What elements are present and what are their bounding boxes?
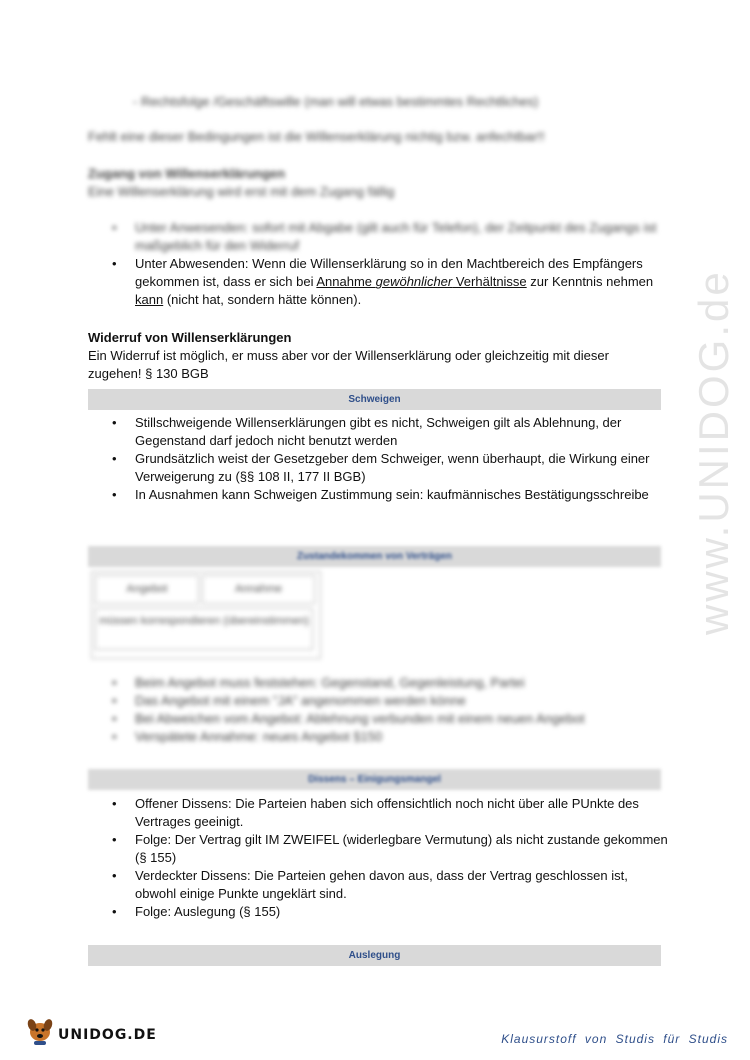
list-item: • Offener Dissens: Die Parteien haben sich offensichtlich noch nicht über alle PUnkte des Vertrages geeinigt. (88, 795, 668, 831)
widerruf-text: Ein Widerruf ist möglich, er muss aber vor der Willenserklärung oder gleichzeitig mit dieser zugehen! § 130 BGB (88, 348, 609, 381)
intro-dash-line: - Rechtsfolge /Geschäftswille (man will etwas bestimmtes Rechtliches) (133, 94, 539, 109)
zugang-b2-annahme: Annahme gewöhnlicher Verhältnisse (316, 274, 527, 289)
zugang-b2-kann: kann (135, 292, 164, 307)
zugang-heading: Zugang von Willenserklärungen (88, 166, 286, 181)
list-item: • Verspätete Annahme: neues Angebot §150 (88, 728, 668, 746)
list-item: • Verdeckter Dissens: Die Parteien gehen davon aus, dass der Vertrag geschlossen ist, obwohl einige Punkte ungeklärt sind. (88, 867, 668, 903)
list-item: • Grundsätzlich weist der Gesetzgeber dem Schweiger, wenn überhaupt, die Wirkung einer Verweigerung zu (§§ 108 II, 177 II BGB) (88, 450, 668, 486)
intro-warning: Fehlt eine dieser Bedingungen ist die Willenserklärung nichtig bzw. anfechtbar!! (88, 129, 545, 144)
list-item: • Beim Angebot muss feststehen: Gegenstand, Gegenleistung, Partei (88, 674, 668, 692)
list-item: • Bei Abweichen vom Angebot: Ablehnung verbunden mit einem neuen Angebot (88, 710, 668, 728)
list-item: • Stillschweigende Willenserklärungen gibt es nicht, Schweigen gilt als Ablehnung, der Gegenstand darf jedoch nicht benutzt werden (88, 414, 668, 450)
section-bar-schweigen: Schweigen (88, 389, 661, 410)
zustandekommen-list (88, 674, 668, 746)
list-item: • Das Angebot mit einem "JA" angenommen werden könne (88, 692, 668, 710)
list-item: • Folge: Der Vertrag gilt IM ZWEIFEL (widerlegbare Vermutung) als nicht zustande gekommen (§ 155) (88, 831, 668, 867)
dog-icon (24, 1014, 60, 1048)
table-cell-korrespondieren: müssen korrespondieren (übereinstimmen) (95, 608, 313, 650)
dissens-list (88, 795, 668, 921)
widerruf-heading: Widerruf von Willenserklärungen (88, 330, 292, 345)
schweigen-list (88, 414, 668, 504)
table-cell-annahme: Annahme (202, 575, 315, 604)
list-item: • Unter Abwesenden: Wenn die Willenserklärung so in den Machtbereich des Empfängers gekommen ist, dass er sich bei Annahme gewöhnlicher Verhältnisse zur Kenntnis nehmen kann (nicht hat, sondern hätte können). (88, 255, 668, 309)
table-cell-angebot: Angebot (95, 575, 199, 604)
offer-acceptance-table (91, 571, 321, 659)
section-bar-auslegung: Auslegung (88, 945, 661, 966)
zugang-list (88, 219, 668, 309)
footer-tagline: Klausurstoff von Studis für Studis (501, 1032, 728, 1046)
list-item: • Unter Anwesenden: sofort mit Abgabe (gilt auch für Telefon), der Zeitpunkt des Zugangs ist maßgeblich für den Widerruf (88, 219, 668, 255)
section-bar-zustandekommen: Zustandekommen von Verträgen (88, 546, 661, 567)
list-item: • Folge: Auslegung (§ 155) (88, 903, 668, 921)
section-bar-dissens: Dissens – Einigungsmangel (88, 769, 661, 790)
logo-text: UNIDOG.DE (58, 1027, 157, 1043)
watermark: www.UNIDOG.de (690, 269, 737, 635)
zugang-intro: Eine Willenserklärung wird erst mit dem Zugang fällig (88, 184, 395, 199)
zugang-b2-part1: Unter Abwesenden: Wenn die Willenserklärung so in den Machtbereich des Empfängers gekommen ist, dass er sich bei (135, 256, 643, 289)
unidog-logo (24, 1014, 157, 1048)
list-item: • In Ausnahmen kann Schweigen Zustimmung sein: kaufmännisches Bestätigungsschreibe (88, 486, 668, 504)
